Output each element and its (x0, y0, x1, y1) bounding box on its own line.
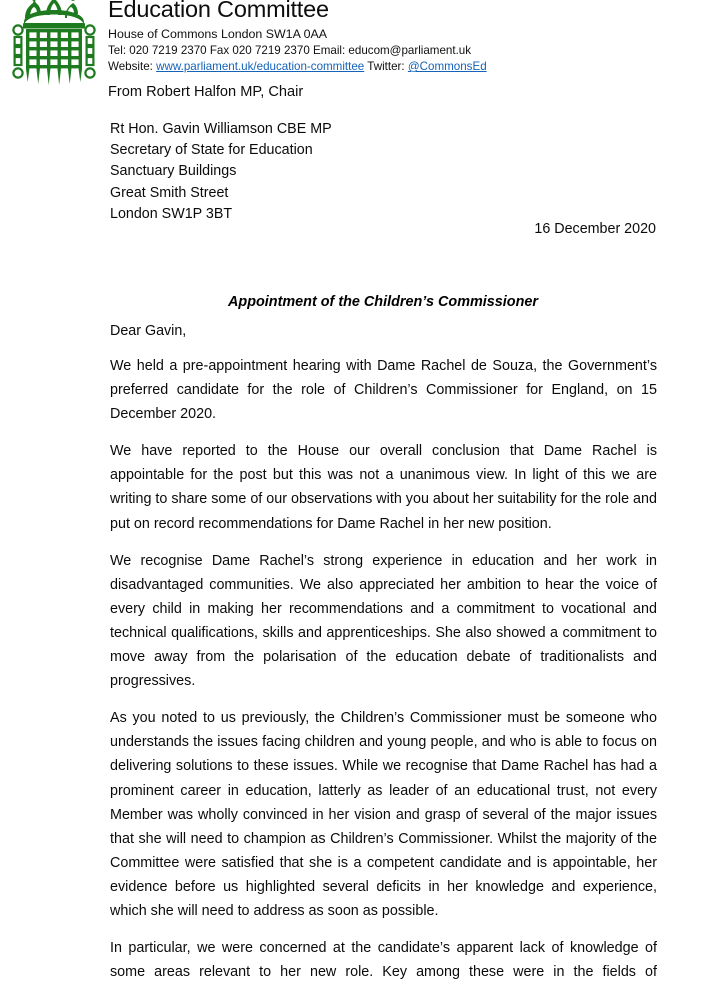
subject-heading: Appointment of the Children’s Commissioner (228, 294, 538, 310)
body-paragraph: In particular, we were concerned at the candidate’s apparent lack of knowledge of some areas relevant to her new role. Key among these were in the fields of (110, 940, 657, 981)
recipient-line: London SW1P 3BT (110, 205, 233, 222)
letterhead-contact: Tel: 020 7219 2370 Fax 020 7219 2370 Email: educom@parliament.uk (108, 43, 472, 57)
letterhead-web-row (108, 59, 668, 76)
twitter-link[interactable]: @CommonsEd (407, 60, 487, 73)
body-paragraph: We have reported to the House our overall conclusion that Dame Rachel is appointable for the post but this was not a unanimous view. In light of this we are writing to share some of our observations with you about her suitability for the role and put on record recommendations for Dame Rachel in her new position. (110, 443, 657, 532)
letterhead (0, 0, 718, 112)
recipient-line: Rt Hon. Gavin Williamson CBE MP (110, 121, 332, 137)
page-title: Education Committee (108, 0, 329, 22)
website-link[interactable]: www.parliament.uk/education-committee (156, 60, 365, 73)
portcullis-crowned-icon (12, 0, 96, 106)
letter-body (110, 321, 657, 984)
letterhead-address: House of Commons London SW1A 0AA (108, 27, 328, 41)
salutation: Dear Gavin, (110, 323, 187, 339)
body-paragraph: We held a pre-appointment hearing with Dame Rachel de Souza, the Government’s preferred candidate for the role of Children’s Commissioner for England, on 15 December 2020. (110, 358, 657, 423)
twitter-label: Twitter: (364, 60, 408, 73)
recipient-address-block (110, 119, 530, 225)
recipient-line: Sanctuary Buildings (110, 163, 237, 180)
body-paragraph: We recognise Dame Rachel’s strong experience in education and her work in disadvantaged communities. We also appreciated her ambition to hear the voice of every child in making her recommendations and a commitment to vocational and technical qualifications, skills and apprenticeships. She also showed a commitment to move away from the polarisation of the education debate of traditionalists and progressives. (110, 552, 657, 690)
recipient-line: Secretary of State for Education (110, 142, 313, 159)
sender-line: From Robert Halfon MP, Chair (108, 84, 304, 100)
letterhead-text-block (108, 0, 668, 76)
recipient-line: Great Smith Street (110, 184, 229, 201)
letter-date: 16 December 2020 (534, 221, 656, 237)
website-label: Website: (108, 60, 157, 73)
body-paragraph: As you noted to us previously, the Children’s Commissioner must be someone who understands the issues facing children and young people, and who is able to focus on delivering solutions to these issues. While we recognise that Dame Rachel has had a prominent career in education, latterly as leader of an educational trust, not every Member was wholly convinced in her vision and grasp of several of the major issues that she will need to champion as Children’s Commissioner. Whilst the majority of the Committee were satisfied that she is a competent candidate and is appointable, her evidence before us highlighted several deficits in her knowledge and experience, which she will need to address as soon as possible. (110, 710, 657, 919)
